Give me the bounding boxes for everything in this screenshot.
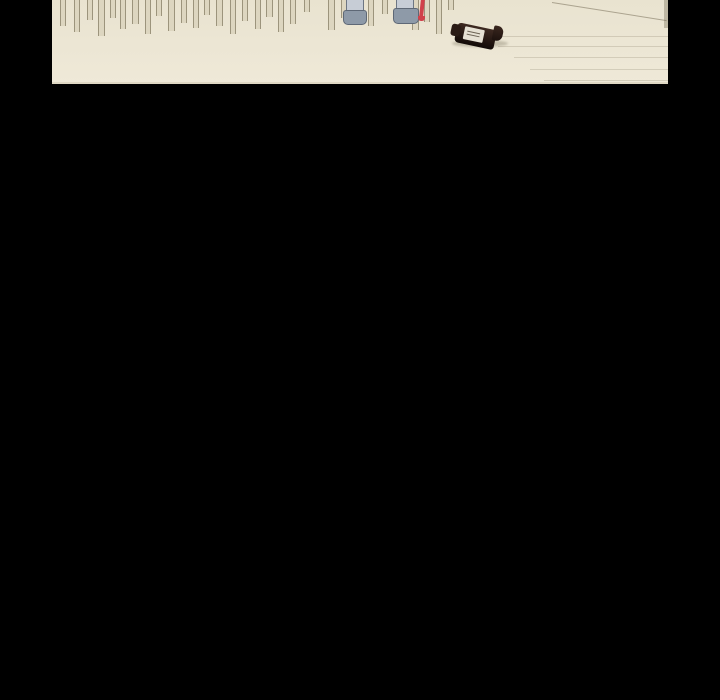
chair-leg xyxy=(278,0,284,32)
chair-leg xyxy=(290,0,296,24)
chair-leg xyxy=(436,0,442,34)
chair-leg xyxy=(74,0,80,32)
chair-leg xyxy=(60,0,66,26)
chair-leg xyxy=(242,0,248,21)
comic-panel-strip[interactable] xyxy=(52,0,668,84)
shoe-right xyxy=(393,8,419,24)
empty-black-area xyxy=(0,84,720,700)
chair-leg xyxy=(181,0,187,23)
wall-edge xyxy=(664,0,668,28)
chair-leg xyxy=(132,0,139,24)
chair-leg xyxy=(204,0,210,15)
chair-leg xyxy=(304,0,310,12)
chair-leg xyxy=(145,0,151,34)
chair-leg xyxy=(328,0,335,30)
chair-leg xyxy=(382,0,388,14)
shoe-left xyxy=(343,10,367,25)
chair-leg xyxy=(255,0,261,29)
chair-leg xyxy=(193,0,199,28)
floor-board-line xyxy=(482,36,668,37)
chair-leg xyxy=(156,0,162,16)
chair-leg xyxy=(266,0,273,17)
floor-board-line xyxy=(514,57,668,58)
chair-leg xyxy=(216,0,223,26)
chair-leg xyxy=(110,0,116,18)
red-strap-tip xyxy=(418,16,425,21)
floor-board-line xyxy=(544,80,668,81)
chair-leg xyxy=(120,0,126,29)
chair-leg xyxy=(87,0,93,20)
floor-board-line xyxy=(530,69,668,70)
chair-leg xyxy=(448,0,454,10)
chair-leg xyxy=(168,0,175,31)
chair-leg xyxy=(368,0,374,26)
chair-leg xyxy=(98,0,105,36)
floor-board-line xyxy=(498,46,668,47)
chair-leg xyxy=(230,0,236,34)
